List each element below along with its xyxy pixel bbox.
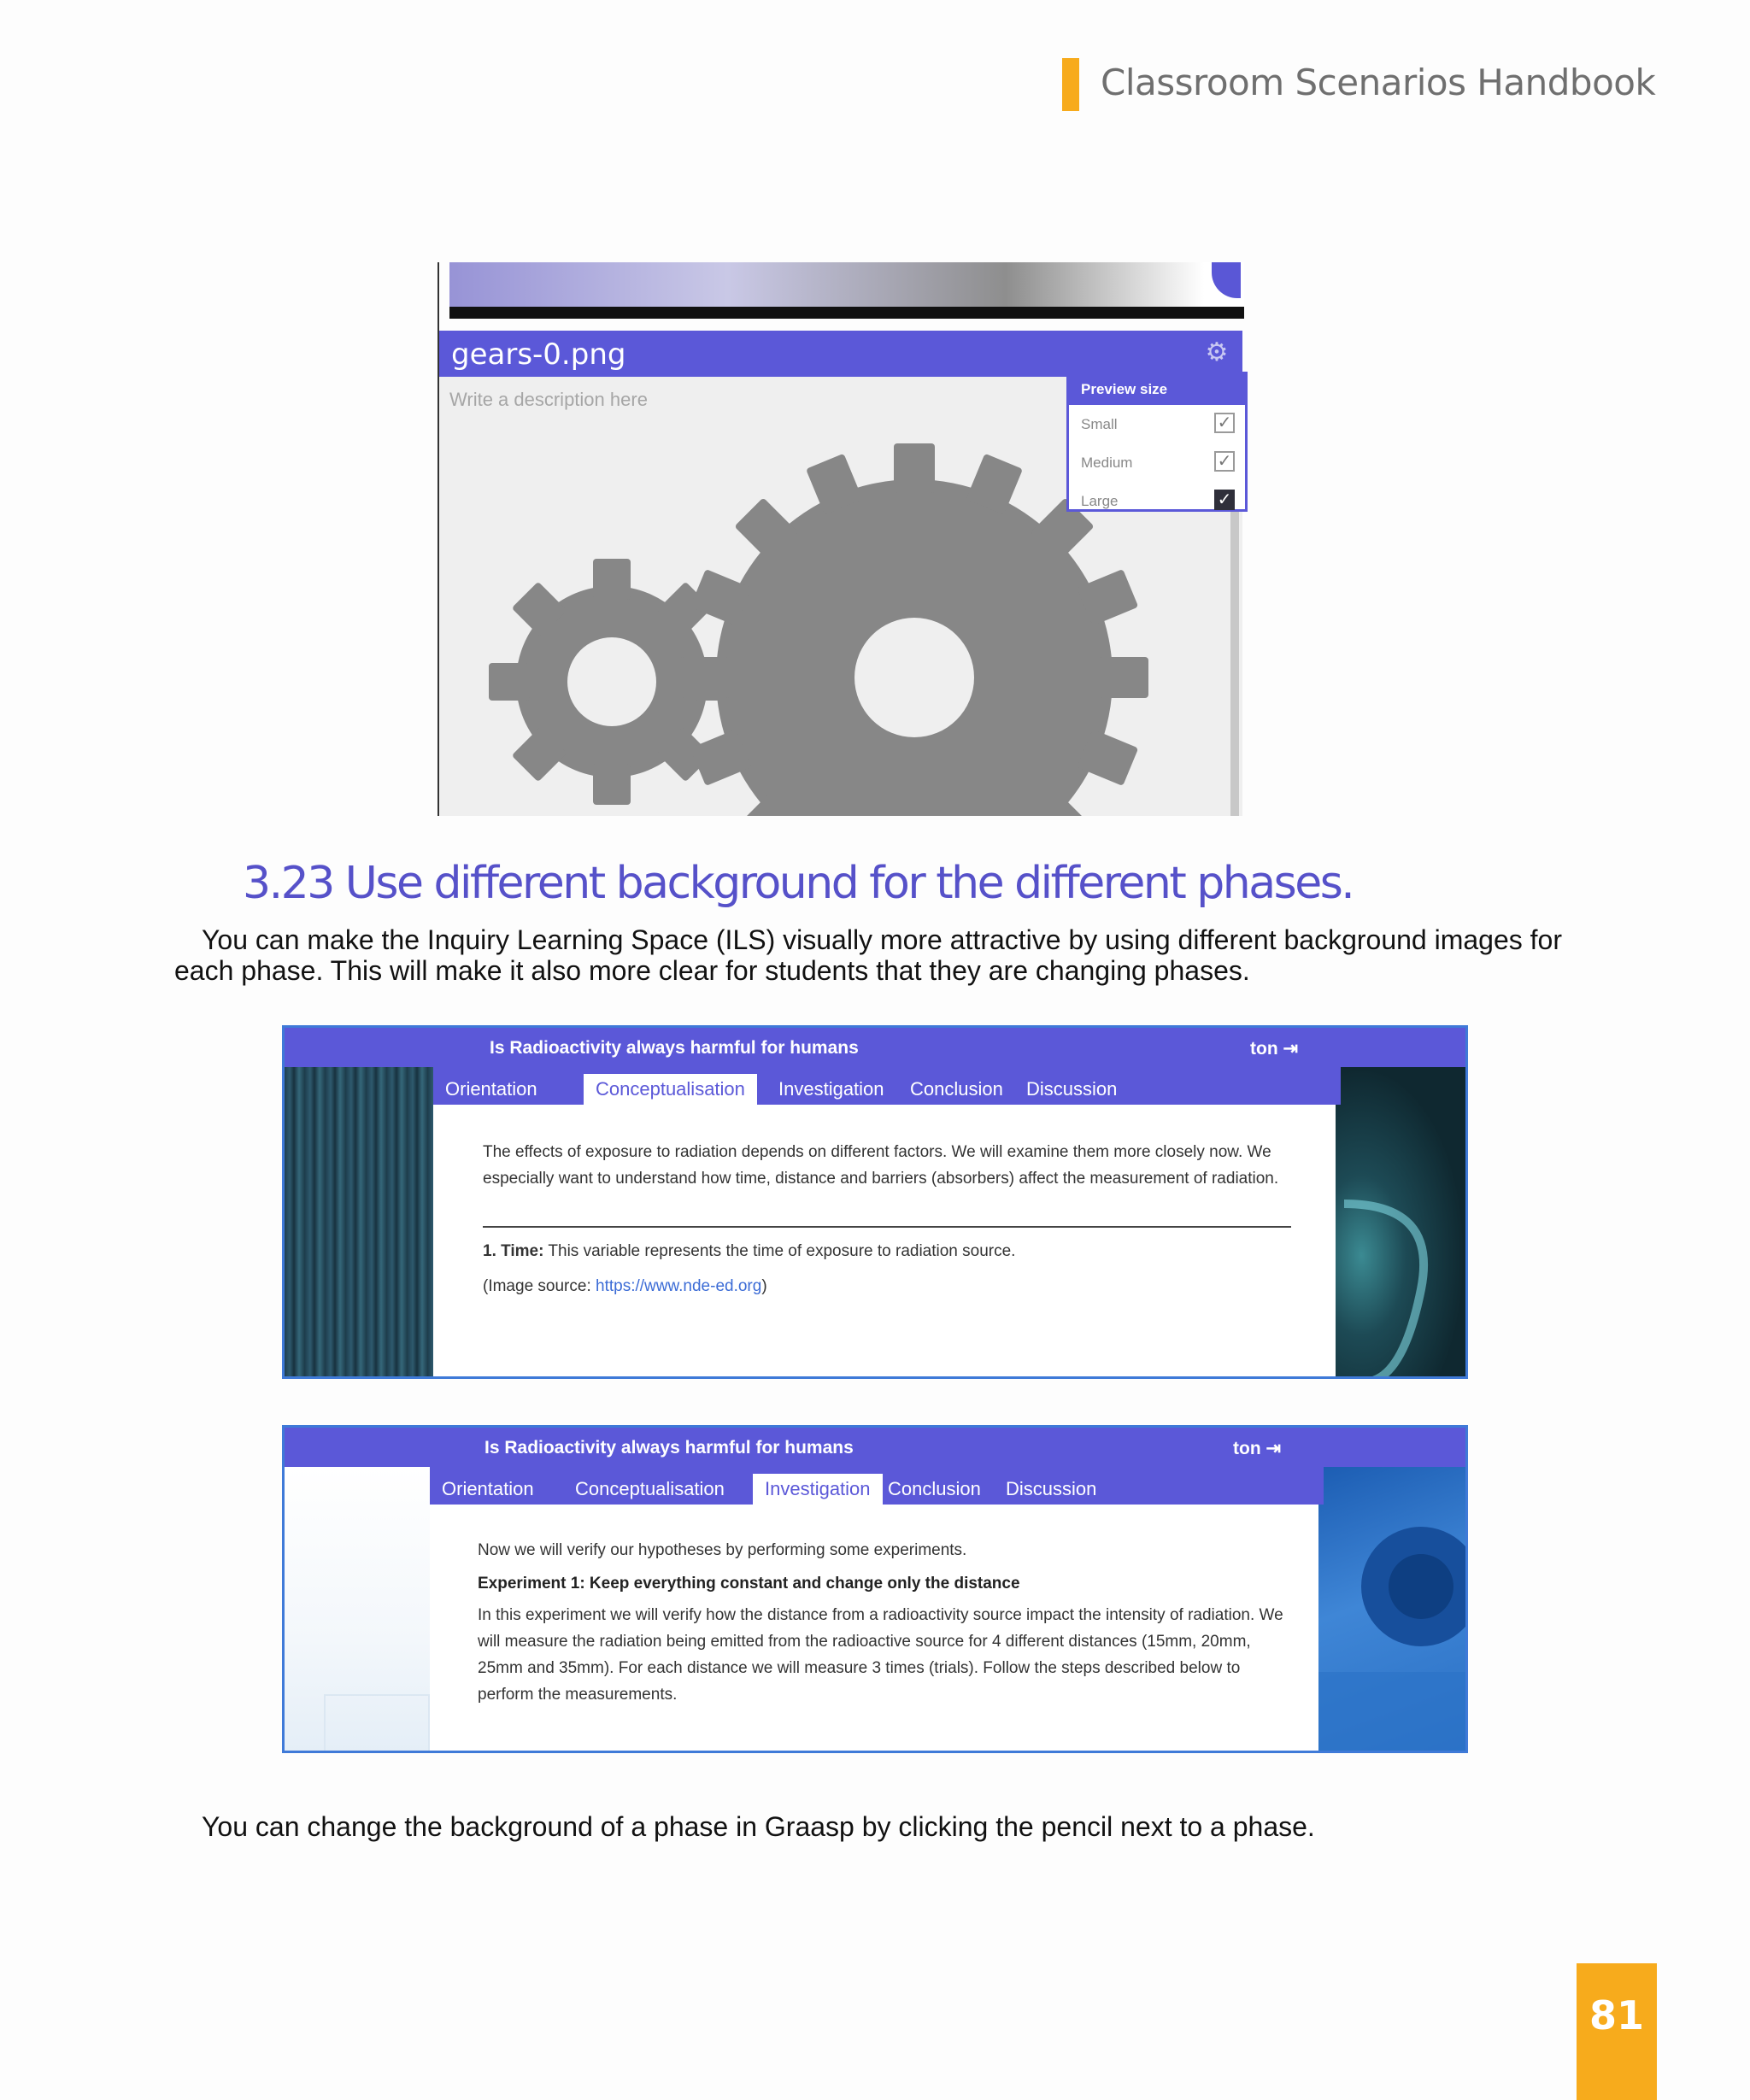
description-placeholder[interactable]: Write a description here	[449, 389, 648, 410]
ils-topbar	[285, 1428, 1465, 1467]
preview-option-small[interactable]	[1069, 405, 1245, 443]
lab-equipment-image	[1318, 1467, 1465, 1753]
image-card-screenshot	[438, 262, 1241, 816]
intro-text: You can make the Inquiry Learning Space (ILS) visually more attractive by using different background images for each phase. This will make it also more clear for students that they are changing phases.	[174, 924, 1562, 986]
logout-icon[interactable]: ⇥	[1283, 1039, 1299, 1059]
beaker-shape	[324, 1694, 430, 1753]
gear-tooth	[680, 657, 730, 698]
ils-screenshot-investigation	[282, 1425, 1468, 1753]
handbook-title: Classroom Scenarios Handbook	[1101, 62, 1656, 103]
large-gear-hole	[854, 618, 974, 737]
time-label: 1. Time:	[483, 1242, 544, 1260]
page-number-box	[1577, 1963, 1657, 2100]
phase-tabs	[433, 1067, 1341, 1105]
previous-image-strip	[449, 262, 1244, 307]
content-paragraph: The effects of exposure to radiation depends on different factors. We will examine them more closely now. We especially want to understand how time, distance and barriers (absorbers) affect the measurement of radiation.	[483, 1143, 1279, 1188]
ils-title: Is Radioactivity always harmful for humans	[484, 1438, 854, 1458]
experiment-title: Experiment 1: Keep everything constant and change only the distance	[478, 1575, 1020, 1593]
tab-conclusion[interactable]: Conclusion	[910, 1078, 1003, 1100]
experiment-text: In this experiment we will verify how the distance from a radioactivity source impact the intensity of radiation. We will measure the radiation being emitted from the radioactive source for 4 different distances (15mm, 20mm, 25mm and 35mm). For each distance we will measure 3 times (trials). Follow the steps described below to perform the measurements.	[478, 1606, 1283, 1704]
checkbox-small[interactable]: ✓	[1214, 413, 1235, 433]
image-source-suffix: )	[761, 1277, 767, 1295]
phase-content	[478, 1537, 1289, 1708]
tab-discussion[interactable]: Discussion	[1006, 1478, 1097, 1499]
tab-discussion[interactable]: Discussion	[1026, 1078, 1118, 1100]
page-number: 81	[1589, 1992, 1644, 2038]
content-divider	[483, 1226, 1291, 1228]
outro-paragraph: You can change the background of a phase in Graasp by clicking the pencil next to a phase.	[202, 1811, 1315, 1842]
image-source	[483, 1273, 1291, 1299]
tab-investigation[interactable]: Investigation	[753, 1474, 883, 1505]
checkbox-large[interactable]: ✓	[1214, 490, 1235, 510]
image-filename: gears-0.png	[451, 337, 626, 372]
tab-orientation[interactable]: Orientation	[445, 1078, 537, 1100]
preview-option-label: Large	[1081, 493, 1119, 509]
ils-screenshot-conceptualisation	[282, 1025, 1468, 1379]
gear-icon[interactable]: ⚙	[1205, 338, 1229, 367]
radiation-trail	[1336, 1067, 1465, 1379]
time-text: This variable represents the time of exposure to radiation source.	[543, 1242, 1016, 1260]
tab-investigation[interactable]: Investigation	[778, 1078, 884, 1100]
lab-background-left	[285, 1467, 430, 1753]
preview-option-label: Small	[1081, 416, 1118, 432]
logout-icon[interactable]: ⇥	[1266, 1439, 1282, 1458]
preview-size-title: Preview size	[1069, 374, 1245, 405]
phase-content	[483, 1139, 1291, 1299]
content-intro: Now we will verify our hypotheses by performing some experiments.	[478, 1541, 967, 1559]
tab-conceptualisation[interactable]: Conceptualisation	[584, 1074, 757, 1105]
image-source-prefix: (Image source:	[483, 1277, 596, 1295]
preview-option-large[interactable]	[1069, 482, 1245, 520]
gear-tooth	[489, 663, 530, 701]
user-menu[interactable]	[1233, 1438, 1281, 1459]
time-item	[483, 1238, 1291, 1264]
preview-size-menu	[1066, 372, 1248, 512]
checkbox-medium[interactable]: ✓	[1214, 451, 1235, 472]
intro-paragraph	[174, 924, 1584, 986]
image-title-bar	[439, 331, 1242, 377]
small-gear-hole	[567, 637, 656, 726]
tab-conceptualisation[interactable]: Conceptualisation	[575, 1478, 725, 1499]
tab-orientation[interactable]: Orientation	[442, 1478, 534, 1499]
image-source-link[interactable]: https://www.nde-ed.org	[596, 1277, 762, 1295]
tab-conclusion[interactable]: Conclusion	[888, 1478, 981, 1499]
user-menu[interactable]	[1250, 1038, 1298, 1059]
preview-option-medium[interactable]	[1069, 443, 1245, 482]
gear-tooth	[593, 559, 631, 600]
phase-tabs	[430, 1467, 1324, 1505]
username: ton	[1250, 1039, 1278, 1059]
gear-tooth	[1099, 657, 1148, 698]
header-accent-bar	[1062, 58, 1079, 111]
preview-option-label: Medium	[1081, 455, 1133, 471]
lab-background-right	[1318, 1467, 1465, 1753]
username: ton	[1233, 1439, 1261, 1458]
gear-tooth	[593, 764, 631, 805]
ils-title: Is Radioactivity always harmful for humans	[490, 1038, 859, 1058]
gear-tooth	[894, 443, 935, 493]
section-heading: 3.23 Use different background for the different phases.	[243, 858, 1354, 909]
image-strip-border	[449, 307, 1244, 319]
radiation-background-right	[1336, 1067, 1465, 1379]
wood-background-left	[285, 1067, 433, 1379]
